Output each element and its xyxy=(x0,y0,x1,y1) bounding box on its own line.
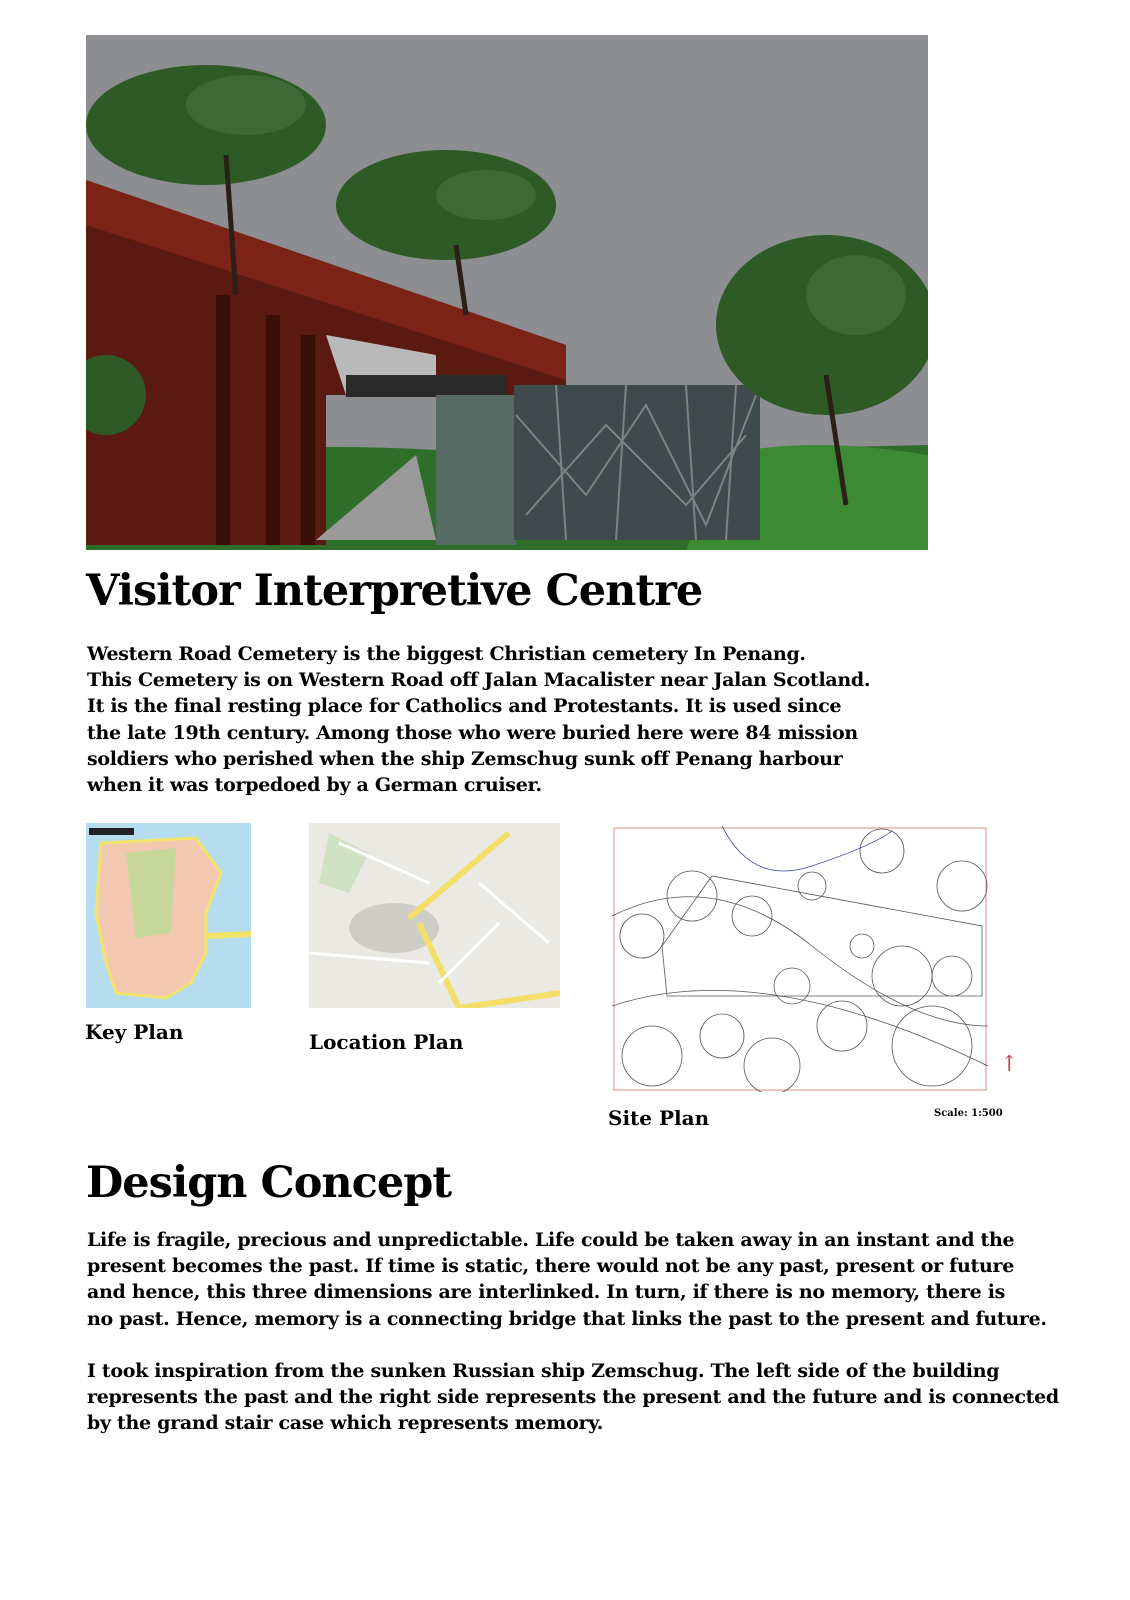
location-plan-label: Location Plan xyxy=(309,1030,464,1054)
site-plan-drawing xyxy=(612,826,988,1092)
key-plan-map-image xyxy=(86,823,251,1008)
scale-label: Scale: 1:500 xyxy=(934,1108,1003,1119)
north-arrow-icon: ↑ xyxy=(1000,1052,1019,1077)
building-rendering-image xyxy=(86,35,928,550)
concept-paragraph-2: I took inspiration from the sunken Russian ship Zemschug. The left side of the building represents the past and the right side represents the present and the future and is connected by the grand stair case which represents memory. xyxy=(87,1360,1059,1435)
location-plan-map-image xyxy=(309,823,560,1008)
key-plan-label: Key Plan xyxy=(85,1020,184,1044)
site-plan-label: Site Plan xyxy=(608,1106,710,1130)
section-title-visitor-centre: Visitor Interpretive Centre xyxy=(86,566,703,616)
section-title-design-concept: Design Concept xyxy=(86,1158,452,1208)
concept-paragraph-1: Life is fragile, precious and unpredictable. Life could be taken away in an instant and the present becomes the past. If time is static, there would not be any past, present or future and hence, this three dimensions are interlinked. In turn, if there is no memory, there is no past. Hence, memory is a connecting bridge that links the past to the present and future. xyxy=(87,1229,1047,1330)
intro-paragraph: Western Road Cemetery is the biggest Christian cemetery In Penang. This Cemetery is on Western Road off Jalan Macalister near Jalan Scotland. It is the final resting place for Catholics and Protestants. It is used since the late 19th century. Among those who were buried here were 84 mission soldiers who perished when the ship Zemschug sunk off Penang harbour when it was torpedoed by a German cruiser. xyxy=(87,643,871,797)
